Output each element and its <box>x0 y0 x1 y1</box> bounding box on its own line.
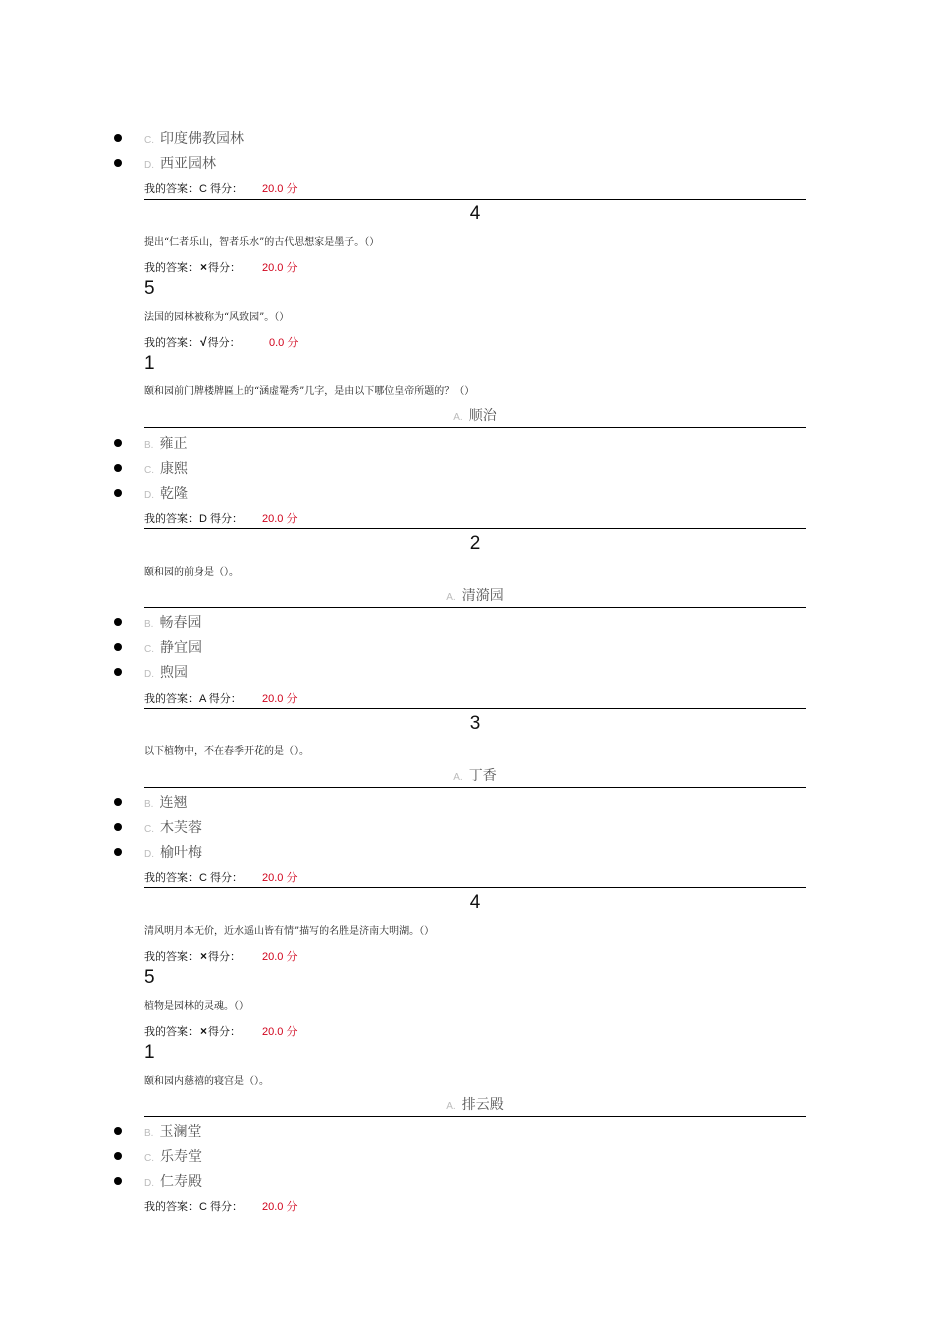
question-text: 提出“仁者乐山，智者乐水”的古代思想家是墨子。（） <box>144 237 380 248</box>
score-value: 0.0 分 <box>269 337 299 349</box>
score-value: 20.0 分 <box>262 1201 298 1213</box>
option-text: 仁寿殿 <box>160 1174 202 1190</box>
question-text: 法国的园林被称为“风致园”。（） <box>144 312 290 323</box>
option-text: 排云殿 <box>461 1097 504 1113</box>
bullet-icon <box>114 439 122 447</box>
score-label: 得分： <box>207 337 241 349</box>
option-item <box>144 1171 202 1191</box>
answer-label: 我的答案： <box>144 513 199 525</box>
question-number: 4 <box>469 892 481 913</box>
horizontal-rule <box>144 199 806 200</box>
option-letter: D. <box>144 1178 154 1189</box>
check-mark-icon: √ <box>200 335 207 349</box>
question-number: 5 <box>144 278 155 299</box>
score-value: 20.0 分 <box>262 183 298 195</box>
question-number: 5 <box>144 967 155 988</box>
answer-value: C <box>199 183 210 195</box>
option-item-centered <box>144 585 806 605</box>
option-text: 静宜园 <box>160 640 202 656</box>
question-number: 2 <box>469 533 481 554</box>
score-label: 得分： <box>208 1026 242 1038</box>
bullet-icon <box>114 1127 122 1135</box>
option-letter: B. <box>144 799 154 810</box>
option-item <box>144 637 202 657</box>
bullet-icon <box>114 1152 122 1160</box>
bullet-icon <box>114 489 122 497</box>
bullet-icon <box>114 798 122 806</box>
score-value: 20.0 分 <box>262 262 298 274</box>
answer-value: D <box>199 513 210 525</box>
option-letter: C. <box>144 465 154 476</box>
option-letter: D. <box>144 849 154 860</box>
option-letter: A. <box>453 772 463 783</box>
option-text: 煦园 <box>160 665 188 681</box>
option-item <box>144 1121 201 1141</box>
answer-line <box>144 869 298 885</box>
score-label: 得分： <box>210 183 243 195</box>
horizontal-rule <box>144 607 806 608</box>
option-text: 玉澜堂 <box>159 1124 202 1140</box>
option-item-centered <box>144 765 806 785</box>
answer-line <box>144 259 298 275</box>
option-text: 西亚园林 <box>160 156 216 172</box>
score-label: 得分： <box>208 262 242 274</box>
option-text: 榆叶梅 <box>160 845 202 861</box>
option-letter: A. <box>446 592 456 603</box>
question-text: 清风明月本无价，近水遥山皆有情”描写的名胜是济南大明湖。（） <box>144 926 435 937</box>
horizontal-rule <box>144 887 806 888</box>
cross-mark-icon: × <box>200 1024 208 1038</box>
bullet-icon <box>114 134 122 142</box>
answer-line <box>144 690 298 706</box>
answer-label: 我的答案： <box>144 337 199 349</box>
horizontal-rule <box>144 528 806 529</box>
bullet-icon <box>114 643 122 651</box>
option-item <box>144 433 187 453</box>
option-text: 连翘 <box>159 795 188 811</box>
score-value: 20.0 分 <box>262 1026 298 1038</box>
option-text: 木芙蓉 <box>160 820 202 836</box>
answer-line <box>144 180 298 196</box>
question-text: 植物是园林的灵魂。（） <box>144 1001 249 1012</box>
option-item-centered <box>144 1094 806 1114</box>
option-text: 畅春园 <box>159 615 202 631</box>
option-text: 乐寿堂 <box>160 1149 202 1165</box>
cross-mark-icon: × <box>200 949 208 963</box>
option-letter: C. <box>144 644 154 655</box>
answer-value: C <box>199 1201 210 1213</box>
bullet-icon <box>114 848 122 856</box>
bullet-icon <box>114 618 122 626</box>
answer-line <box>144 510 298 526</box>
option-letter: B. <box>144 440 154 451</box>
answer-label: 我的答案： <box>144 693 199 705</box>
question-text: 颐和园的前身是（）。 <box>144 567 239 578</box>
option-item <box>144 792 187 812</box>
option-letter: B. <box>144 619 154 630</box>
score-label: 得分： <box>208 693 242 705</box>
option-letter: A. <box>446 1101 456 1112</box>
score-label: 得分： <box>208 951 242 963</box>
horizontal-rule <box>144 1116 806 1117</box>
bullet-icon <box>114 668 122 676</box>
answer-label: 我的答案： <box>144 183 199 195</box>
option-letter: A. <box>453 412 463 423</box>
question-number: 1 <box>144 353 155 374</box>
horizontal-rule <box>144 427 806 428</box>
answer-label: 我的答案： <box>144 1026 199 1038</box>
answer-label: 我的答案： <box>144 872 199 884</box>
option-item <box>144 817 202 837</box>
answer-value: C <box>199 872 210 884</box>
option-text: 雍正 <box>159 436 188 452</box>
question-number: 3 <box>469 713 481 734</box>
answer-line <box>144 948 298 964</box>
answer-label: 我的答案： <box>144 262 199 274</box>
option-item <box>144 483 188 503</box>
option-item <box>144 128 244 148</box>
horizontal-rule <box>144 787 806 788</box>
score-label: 得分： <box>210 872 243 884</box>
answer-label: 我的答案： <box>144 1201 199 1213</box>
score-value: 20.0 分 <box>262 513 298 525</box>
option-letter: C. <box>144 1153 154 1164</box>
question-number: 1 <box>144 1042 155 1063</box>
option-text: 康熙 <box>160 461 188 477</box>
option-letter: C. <box>144 824 154 835</box>
option-text: 乾隆 <box>160 486 188 502</box>
answer-value: A <box>199 693 209 705</box>
bullet-icon <box>114 823 122 831</box>
option-text: 印度佛教园林 <box>160 131 244 147</box>
option-item <box>144 458 188 478</box>
option-letter: D. <box>144 160 154 171</box>
score-label: 得分： <box>210 513 243 525</box>
option-item <box>144 1146 202 1166</box>
option-letter: D. <box>144 490 154 501</box>
option-item <box>144 842 202 862</box>
horizontal-rule <box>144 708 806 709</box>
answer-label: 我的答案： <box>144 951 199 963</box>
score-label: 得分： <box>210 1201 243 1213</box>
option-letter: C. <box>144 135 154 146</box>
score-value: 20.0 分 <box>262 693 298 705</box>
bullet-icon <box>114 1177 122 1185</box>
option-letter: D. <box>144 669 154 680</box>
option-item-centered <box>144 405 806 425</box>
option-text: 丁香 <box>468 768 497 784</box>
option-item <box>144 612 201 632</box>
question-text: 颐和园内慈禧的寝宫是（）。 <box>144 1076 269 1087</box>
bullet-icon <box>114 464 122 472</box>
question-number: 4 <box>469 203 481 224</box>
question-text: 颐和园前门牌楼牌匾上的“涵虚罨秀”几字，是由以下哪位皇帝所题的？（） <box>144 386 475 397</box>
answer-line <box>144 1198 298 1214</box>
answer-line <box>144 1023 298 1039</box>
question-text: 以下植物中，不在春季开花的是（）。 <box>144 746 309 757</box>
option-text: 顺治 <box>468 408 497 424</box>
option-item <box>144 153 216 173</box>
option-item <box>144 662 188 682</box>
option-text: 清漪园 <box>461 588 504 604</box>
score-value: 20.0 分 <box>262 951 298 963</box>
bullet-icon <box>114 159 122 167</box>
option-letter: B. <box>144 1128 154 1139</box>
score-value: 20.0 分 <box>262 872 298 884</box>
cross-mark-icon: × <box>200 260 208 274</box>
answer-line <box>144 334 299 350</box>
